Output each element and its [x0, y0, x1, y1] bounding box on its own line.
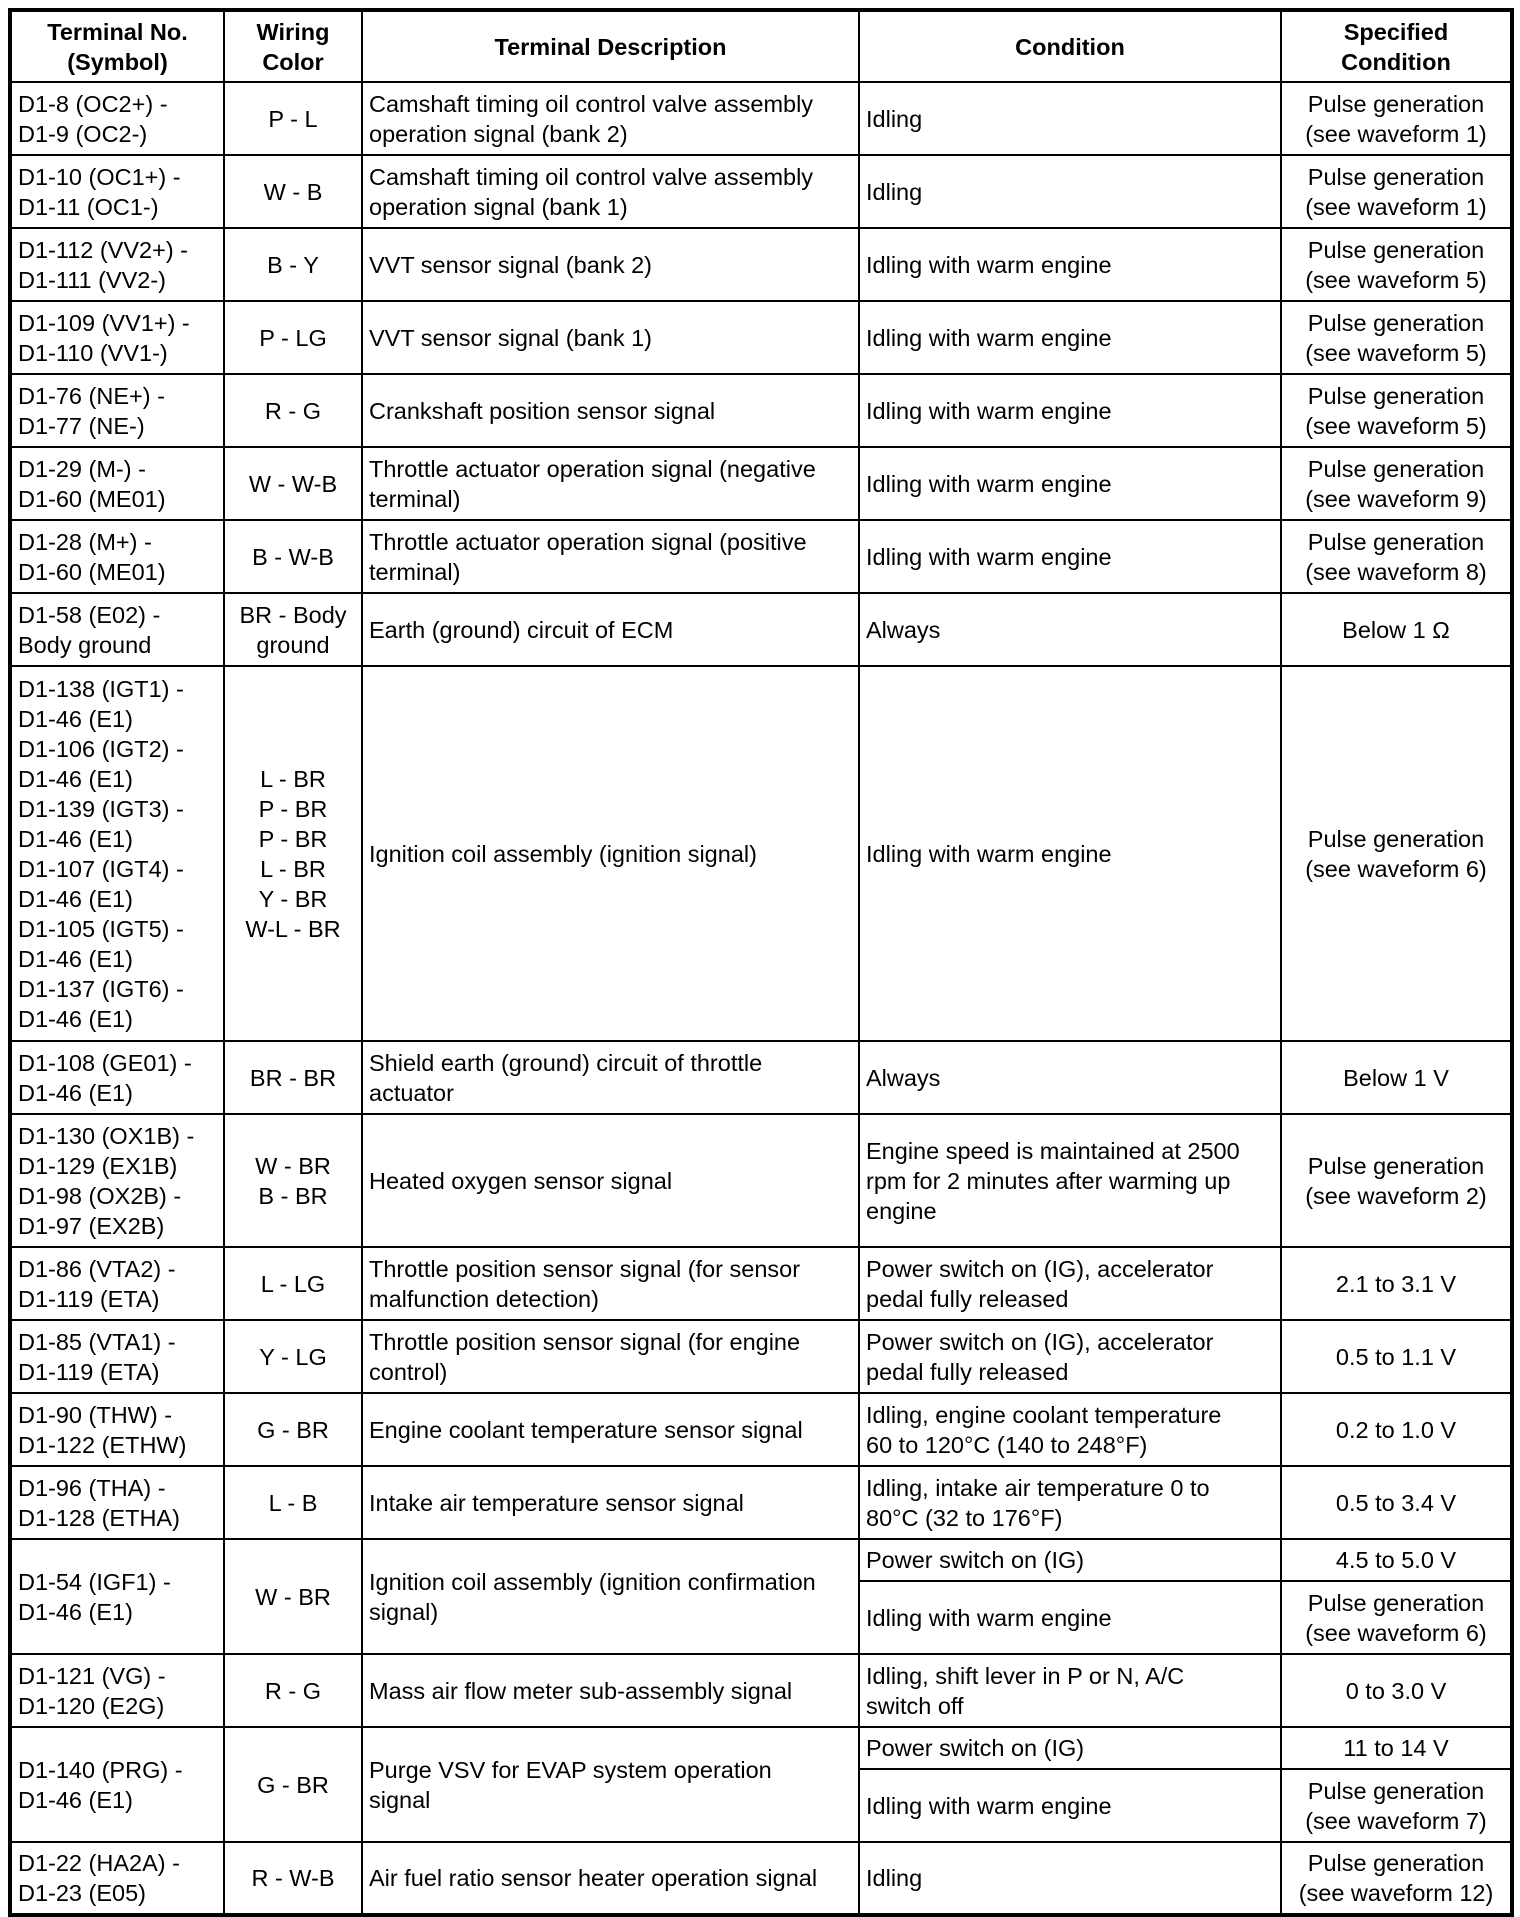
cell-description: Camshaft timing oil control valve assembly operation signal (bank 2): [362, 82, 859, 155]
header-condition: Condition: [859, 10, 1281, 82]
cell-description: Throttle actuator operation signal (negative terminal): [362, 447, 859, 520]
cell-wiring-color: G - BR: [224, 1727, 362, 1842]
cell-specified-condition: 0.5 to 1.1 V: [1281, 1320, 1512, 1393]
table-row: [10, 1041, 1512, 1114]
cell-description: Throttle position sensor signal (for sensor malfunction detection): [362, 1247, 859, 1320]
cell-terminal: D1-76 (NE+) - D1-77 (NE-): [10, 374, 224, 447]
table-row: [10, 1114, 1512, 1247]
cell-condition: Idling with warm engine: [859, 228, 1281, 301]
cell-specified-condition: Pulse generation (see waveform 8): [1281, 520, 1512, 593]
cell-condition: Power switch on (IG), accelerator pedal fully released: [859, 1247, 1281, 1320]
header-terminal-no: Terminal No. (Symbol): [10, 10, 224, 82]
cell-specified-condition: Pulse generation (see waveform 2): [1281, 1114, 1512, 1247]
table-row: [10, 1393, 1512, 1466]
cell-specified-condition: Below 1 Ω: [1281, 593, 1512, 666]
table-row: [10, 1842, 1512, 1915]
cell-wiring-color: W - W-B: [224, 447, 362, 520]
cell-wiring-color: L - B: [224, 1466, 362, 1539]
cell-terminal: D1-130 (OX1B) - D1-129 (EX1B) D1-98 (OX2B) - D1-97 (EX2B): [10, 1114, 224, 1247]
cell-terminal: D1-96 (THA) - D1-128 (ETHA): [10, 1466, 224, 1539]
cell-condition: Idling with warm engine: [859, 1769, 1281, 1842]
cell-description: Throttle position sensor signal (for engine control): [362, 1320, 859, 1393]
cell-condition: Idling, engine coolant temperature 60 to 120°C (140 to 248°F): [859, 1393, 1281, 1466]
cell-terminal: D1-109 (VV1+) - D1-110 (VV1-): [10, 301, 224, 374]
cell-description: Ignition coil assembly (ignition signal): [362, 666, 859, 1041]
cell-wiring-color: W - B: [224, 155, 362, 228]
table-row: [10, 1727, 1512, 1769]
header-specified-condition: Specified Condition: [1281, 10, 1512, 82]
cell-condition: Idling with warm engine: [859, 374, 1281, 447]
cell-condition: Idling with warm engine: [859, 301, 1281, 374]
cell-description: Air fuel ratio sensor heater operation signal: [362, 1842, 859, 1915]
cell-specified-condition: Pulse generation (see waveform 6): [1281, 1581, 1512, 1654]
cell-condition: Idling with warm engine: [859, 520, 1281, 593]
cell-condition: Power switch on (IG), accelerator pedal fully released: [859, 1320, 1281, 1393]
cell-specified-condition: 0 to 3.0 V: [1281, 1654, 1512, 1727]
table-row: [10, 1539, 1512, 1581]
cell-terminal: D1-138 (IGT1) - D1-46 (E1) D1-106 (IGT2) - D1-46 (E1) D1-139 (IGT3) - D1-46 (E1) D1-107 (IGT4) - D1-46 (E1) D1-105 (IGT5) - D1-46 (E1) D1-137 (IGT6) - D1-46 (E1): [10, 666, 224, 1041]
cell-specified-condition: 2.1 to 3.1 V: [1281, 1247, 1512, 1320]
cell-terminal: D1-85 (VTA1) - D1-119 (ETA): [10, 1320, 224, 1393]
cell-condition: Idling, shift lever in P or N, A/C switch off: [859, 1654, 1281, 1727]
cell-description: Intake air temperature sensor signal: [362, 1466, 859, 1539]
cell-description: Purge VSV for EVAP system operation signal: [362, 1727, 859, 1842]
cell-condition: Idling: [859, 1842, 1281, 1915]
cell-wiring-color: W - BR B - BR: [224, 1114, 362, 1247]
cell-terminal: D1-54 (IGF1) - D1-46 (E1): [10, 1539, 224, 1654]
table-row: [10, 666, 1512, 1041]
cell-condition: Idling: [859, 155, 1281, 228]
cell-specified-condition: Pulse generation (see waveform 7): [1281, 1769, 1512, 1842]
table-row: [10, 1247, 1512, 1320]
cell-wiring-color: BR - Body ground: [224, 593, 362, 666]
cell-description: VVT sensor signal (bank 1): [362, 301, 859, 374]
cell-specified-condition: Pulse generation (see waveform 9): [1281, 447, 1512, 520]
cell-description: VVT sensor signal (bank 2): [362, 228, 859, 301]
cell-description: Heated oxygen sensor signal: [362, 1114, 859, 1247]
cell-description: Throttle actuator operation signal (positive terminal): [362, 520, 859, 593]
cell-wiring-color: B - Y: [224, 228, 362, 301]
table-row: [10, 1466, 1512, 1539]
table-row: [10, 374, 1512, 447]
cell-wiring-color: B - W-B: [224, 520, 362, 593]
cell-terminal: D1-90 (THW) - D1-122 (ETHW): [10, 1393, 224, 1466]
cell-description: Mass air flow meter sub-assembly signal: [362, 1654, 859, 1727]
cell-specified-condition: Pulse generation (see waveform 5): [1281, 301, 1512, 374]
cell-description: Crankshaft position sensor signal: [362, 374, 859, 447]
cell-wiring-color: G - BR: [224, 1393, 362, 1466]
cell-condition: Engine speed is maintained at 2500 rpm for 2 minutes after warming up engine: [859, 1114, 1281, 1247]
table-row: [10, 82, 1512, 155]
cell-description: Camshaft timing oil control valve assembly operation signal (bank 1): [362, 155, 859, 228]
cell-description: Earth (ground) circuit of ECM: [362, 593, 859, 666]
cell-wiring-color: L - LG: [224, 1247, 362, 1320]
cell-wiring-color: R - W-B: [224, 1842, 362, 1915]
table-row: [10, 1320, 1512, 1393]
cell-wiring-color: BR - BR: [224, 1041, 362, 1114]
cell-specified-condition: Pulse generation (see waveform 5): [1281, 228, 1512, 301]
cell-specified-condition: Pulse generation (see waveform 1): [1281, 82, 1512, 155]
cell-terminal: D1-28 (M+) - D1-60 (ME01): [10, 520, 224, 593]
cell-specified-condition: 11 to 14 V: [1281, 1727, 1512, 1769]
header-terminal-description: Terminal Description: [362, 10, 859, 82]
cell-terminal: D1-121 (VG) - D1-120 (E2G): [10, 1654, 224, 1727]
cell-wiring-color: Y - LG: [224, 1320, 362, 1393]
cell-condition: Always: [859, 593, 1281, 666]
cell-terminal: D1-86 (VTA2) - D1-119 (ETA): [10, 1247, 224, 1320]
terminal-spec-table: [8, 8, 1514, 1917]
cell-condition: Power switch on (IG): [859, 1539, 1281, 1581]
header-wiring-color: Wiring Color: [224, 10, 362, 82]
cell-wiring-color: W - BR: [224, 1539, 362, 1654]
cell-terminal: D1-108 (GE01) - D1-46 (E1): [10, 1041, 224, 1114]
cell-specified-condition: Pulse generation (see waveform 12): [1281, 1842, 1512, 1915]
cell-terminal: D1-22 (HA2A) - D1-23 (E05): [10, 1842, 224, 1915]
table-row: [10, 447, 1512, 520]
cell-specified-condition: Pulse generation (see waveform 5): [1281, 374, 1512, 447]
table-row: [10, 228, 1512, 301]
cell-wiring-color: P - LG: [224, 301, 362, 374]
table-row: [10, 155, 1512, 228]
cell-terminal: D1-8 (OC2+) - D1-9 (OC2-): [10, 82, 224, 155]
cell-specified-condition: Pulse generation (see waveform 1): [1281, 155, 1512, 228]
cell-condition: Power switch on (IG): [859, 1727, 1281, 1769]
cell-terminal: D1-112 (VV2+) - D1-111 (VV2-): [10, 228, 224, 301]
cell-specified-condition: Below 1 V: [1281, 1041, 1512, 1114]
cell-condition: Idling with warm engine: [859, 447, 1281, 520]
cell-condition: Idling with warm engine: [859, 666, 1281, 1041]
cell-specified-condition: 0.2 to 1.0 V: [1281, 1393, 1512, 1466]
cell-condition: Idling: [859, 82, 1281, 155]
cell-terminal: D1-140 (PRG) - D1-46 (E1): [10, 1727, 224, 1842]
cell-specified-condition: 4.5 to 5.0 V: [1281, 1539, 1512, 1581]
cell-description: Engine coolant temperature sensor signal: [362, 1393, 859, 1466]
cell-specified-condition: 0.5 to 3.4 V: [1281, 1466, 1512, 1539]
cell-wiring-color: R - G: [224, 1654, 362, 1727]
cell-terminal: D1-58 (E02) - Body ground: [10, 593, 224, 666]
cell-specified-condition: Pulse generation (see waveform 6): [1281, 666, 1512, 1041]
cell-condition: Idling, intake air temperature 0 to 80°C (32 to 176°F): [859, 1466, 1281, 1539]
cell-terminal: D1-29 (M-) - D1-60 (ME01): [10, 447, 224, 520]
cell-condition: Always: [859, 1041, 1281, 1114]
cell-description: Ignition coil assembly (ignition confirmation signal): [362, 1539, 859, 1654]
cell-wiring-color: P - L: [224, 82, 362, 155]
table-row: [10, 520, 1512, 593]
cell-terminal: D1-10 (OC1+) - D1-11 (OC1-): [10, 155, 224, 228]
cell-description: Shield earth (ground) circuit of throttle actuator: [362, 1041, 859, 1114]
cell-condition: Idling with warm engine: [859, 1581, 1281, 1654]
cell-wiring-color: L - BR P - BR P - BR L - BR Y - BR W-L - BR: [224, 666, 362, 1041]
header-row: [10, 10, 1512, 82]
table-row: [10, 1654, 1512, 1727]
table-row: [10, 593, 1512, 666]
cell-wiring-color: R - G: [224, 374, 362, 447]
table-row: [10, 301, 1512, 374]
